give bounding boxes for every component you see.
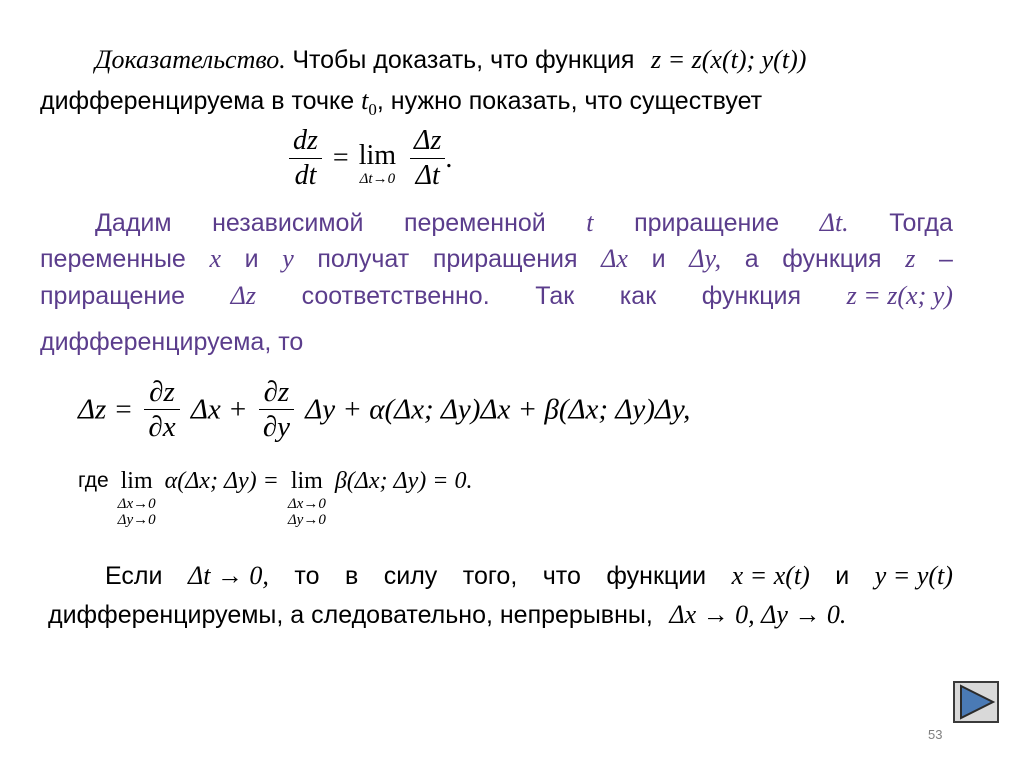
word: y [282, 244, 294, 273]
word: переменные [40, 245, 186, 273]
word: Δz [230, 281, 257, 310]
lim2-under-1: Δx→0 [287, 496, 326, 512]
word: как [619, 282, 657, 310]
equals: = [332, 142, 349, 174]
word: t [586, 208, 594, 237]
dz-dt-fraction [289, 124, 322, 193]
word: – [938, 245, 953, 273]
word: Δt → 0, [187, 561, 269, 590]
word: Δx [601, 244, 628, 273]
word: приращение [634, 209, 780, 237]
dz-partial-1: ∂z [144, 375, 179, 410]
increment-formula [78, 375, 690, 444]
limit-alpha [118, 466, 156, 528]
proof-sentence: Чтобы доказать, что функция [292, 46, 635, 74]
para2-line-2 [40, 244, 953, 274]
derivative-formula [285, 124, 452, 193]
word: соответственно. [301, 282, 490, 310]
delta-fraction [410, 124, 445, 193]
word: Δt. [819, 208, 849, 237]
dz: dz [289, 124, 322, 159]
word: переменной [403, 209, 546, 237]
where-label: где [78, 469, 109, 492]
para2-line-3 [40, 281, 953, 311]
word: функция [782, 245, 882, 273]
word: того, [462, 562, 518, 590]
delta-z: Δz [410, 124, 445, 159]
dz-dx-fraction [144, 375, 179, 444]
lim1-under-2: Δy→0 [117, 512, 156, 528]
where-line [78, 466, 472, 528]
word: получат [317, 245, 410, 273]
period: . [445, 142, 453, 174]
lim1-under-1: Δx→0 [117, 496, 156, 512]
proof-line-1 [95, 45, 806, 75]
word: z = z(x; y) [846, 281, 953, 310]
t0-var: t [361, 86, 369, 115]
dz-partial-2: ∂z [259, 375, 294, 410]
proof-line-2-start: дифференцируема в точке [40, 87, 355, 115]
dx-partial: ∂x [148, 411, 176, 443]
delta-t: Δt [415, 160, 440, 191]
para2-line-4: дифференцируема, то [40, 328, 304, 356]
word: приращения [432, 245, 578, 273]
word: и [651, 245, 666, 273]
inc-term-2: Δy + α(Δx; Δy)Δx + β(Δx; Δy)Δy, [305, 393, 691, 426]
dy-partial: ∂y [262, 411, 291, 443]
word: y = y(t) [874, 561, 953, 590]
word: Дадим [95, 209, 172, 237]
word: функции [606, 562, 707, 590]
inc-term-1: Δx + [190, 393, 248, 426]
word: Тогда [889, 209, 953, 237]
word: Δy, [689, 244, 722, 273]
word: то [294, 562, 320, 590]
alpha-expr: α(Δx; Δy) = [164, 468, 279, 494]
lim-word: lim [358, 139, 397, 171]
page-number: 53 [928, 727, 943, 742]
word: z [905, 244, 916, 273]
t0-sub: 0 [368, 100, 377, 119]
para3-line-2-math: Δx → 0, Δy → 0. [669, 600, 847, 629]
word: функция [701, 282, 802, 310]
word: что [542, 562, 581, 590]
para2-line-1 [95, 208, 953, 238]
word: Если [105, 562, 163, 590]
lim-under: Δt→0 [359, 170, 396, 187]
word: а [744, 245, 759, 273]
proof-formula: z = z(x(t); y(t)) [650, 45, 807, 74]
word: и [244, 245, 259, 273]
word: независимой [212, 209, 364, 237]
word: в [344, 562, 359, 590]
beta-expr: β(Δx; Δy) = 0. [334, 468, 473, 494]
dt: dt [294, 160, 317, 191]
proof-line-2 [40, 86, 762, 125]
limit [359, 141, 396, 187]
inc-lhs: Δz = [78, 393, 134, 426]
proof-line-2-end: , нужно показать, что существует [376, 87, 763, 115]
lim2-word: lim [290, 468, 323, 494]
para3-line-1 [105, 561, 953, 591]
word: Так [535, 282, 575, 310]
limit-beta [288, 466, 326, 528]
proof-lead: Доказательство. [95, 45, 286, 74]
para3-line-2-text: дифференцируемы, а следовательно, непрерывны, [48, 601, 653, 629]
next-slide-button[interactable] [953, 681, 999, 723]
word: x [209, 244, 221, 273]
para3-line-2 [48, 600, 846, 630]
lim1-word: lim [120, 468, 153, 494]
word: и [835, 562, 850, 590]
word: приращение [40, 282, 186, 310]
word: x = x(t) [731, 561, 810, 590]
dz-dy-fraction [259, 375, 294, 444]
word: силу [383, 562, 438, 590]
lim2-under-2: Δy→0 [287, 512, 326, 528]
